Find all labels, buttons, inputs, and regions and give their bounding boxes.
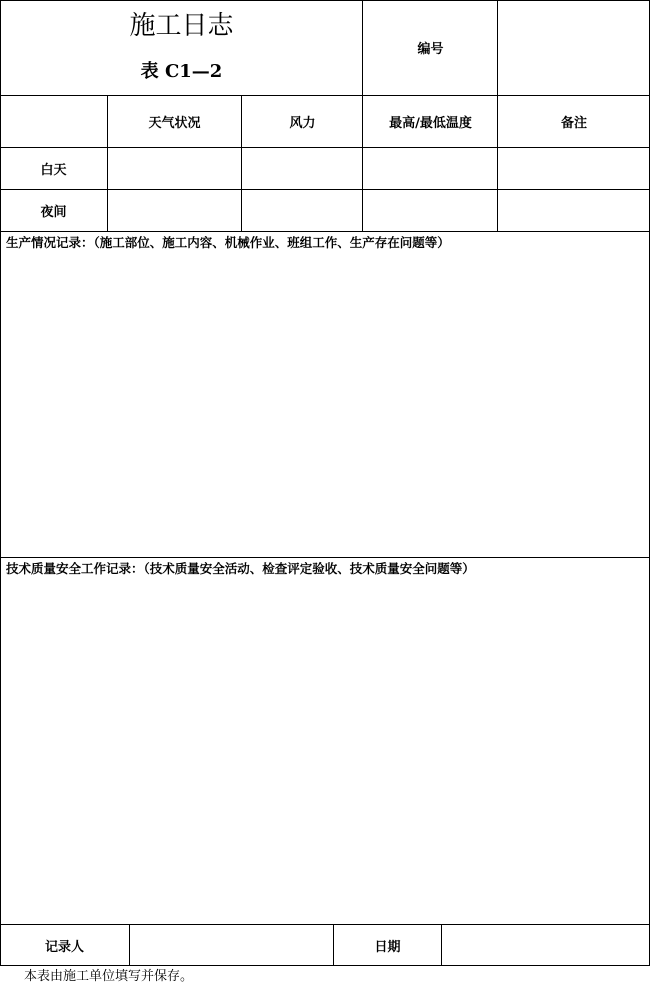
night-weather-field[interactable] xyxy=(108,190,241,231)
col-weather xyxy=(107,96,242,147)
col-temperature-label: 最高/最低温度 xyxy=(389,116,472,131)
number-label-cell xyxy=(363,0,498,95)
day-wind-field[interactable] xyxy=(242,148,362,189)
divider xyxy=(333,924,334,966)
divider xyxy=(441,924,442,966)
number-value-field[interactable] xyxy=(498,0,650,95)
row-day-label xyxy=(0,148,107,189)
row-day-text: 白天 xyxy=(40,163,67,178)
quality-label: 技术质量安全工作记录：（技术质量安全活动、检查评定验收、技术质量安全问题等） xyxy=(6,561,475,576)
title-cell xyxy=(0,0,363,95)
date-label-cell xyxy=(334,925,441,966)
col-remarks-label: 备注 xyxy=(560,116,587,131)
col-temperature xyxy=(363,96,498,147)
day-temperature-field[interactable] xyxy=(363,148,497,189)
number-label: 编号 xyxy=(417,42,444,57)
page-title: 施工日志 xyxy=(129,10,234,41)
recorder-field[interactable] xyxy=(130,925,333,966)
recorder-label-cell xyxy=(0,925,129,966)
footnote: 本表由施工单位填写并保存。 xyxy=(24,969,194,984)
day-weather-field[interactable] xyxy=(108,148,241,189)
production-section[interactable] xyxy=(0,232,650,557)
form-code: 表 C1—2 xyxy=(140,60,223,82)
divider xyxy=(129,924,130,966)
night-temperature-field[interactable] xyxy=(363,190,497,231)
col-wind-label: 风力 xyxy=(289,116,316,131)
day-remarks-field[interactable] xyxy=(498,148,649,189)
date-label: 日期 xyxy=(374,940,401,955)
row-night-label xyxy=(0,190,107,231)
col-remarks xyxy=(498,96,650,147)
col-wind xyxy=(242,96,363,147)
production-label: 生产情况记录：（施工部位、施工内容、机械作业、班组工作、生产存在问题等） xyxy=(6,235,450,250)
night-wind-field[interactable] xyxy=(242,190,362,231)
quality-section[interactable] xyxy=(0,558,650,924)
row-night-text: 夜间 xyxy=(40,205,67,220)
date-field[interactable] xyxy=(442,925,649,966)
col-weather-label: 天气状况 xyxy=(148,116,201,131)
recorder-label: 记录人 xyxy=(44,940,84,955)
